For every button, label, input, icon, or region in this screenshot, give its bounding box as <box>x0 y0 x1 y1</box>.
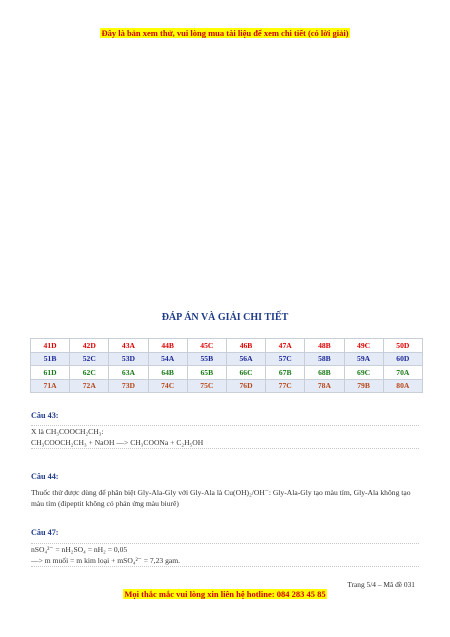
answer-cell: 62C <box>70 366 109 380</box>
page-number-footer: Trang 5/4 – Mã đề 031 <box>347 580 415 589</box>
answer-cell: 55B <box>187 352 226 366</box>
answer-cell: 77C <box>266 379 305 393</box>
answer-cell: 71A <box>31 379 70 393</box>
answer-cell: 58B <box>305 352 344 366</box>
answer-cell: 74C <box>148 379 187 393</box>
answer-cell: 42D <box>70 339 109 353</box>
answer-row <box>31 352 423 366</box>
answer-cell: 73D <box>109 379 148 393</box>
preview-notice-banner <box>0 28 450 38</box>
solution-line: Thuốc thử được dùng để phân biệt Gly-Ala-Gly với Gly-Ala là Cu(OH)₂/OH⁻: Gly-Ala-Gly tạo màu tím, Gly-Ala không tạo màu tím (đipeptit không có phản ứng màu biurê) <box>31 488 411 508</box>
question-44-title: Câu 44: <box>31 472 59 481</box>
answer-cell: 80A <box>383 379 422 393</box>
answer-cell: 45C <box>187 339 226 353</box>
question-44-solution <box>31 487 421 509</box>
question-47-title: Câu 47: <box>31 528 59 537</box>
answer-cell: 53D <box>109 352 148 366</box>
answer-cell: 56A <box>226 352 265 366</box>
answer-key-table <box>30 338 423 393</box>
answer-cell: 65B <box>187 366 226 380</box>
answer-row <box>31 366 423 380</box>
answer-cell: 79B <box>344 379 383 393</box>
question-43-title: Câu 43: <box>31 411 59 420</box>
answer-cell: 68B <box>305 366 344 380</box>
answer-cell: 61D <box>31 366 70 380</box>
answer-cell: 72A <box>70 379 109 393</box>
answer-cell: 75C <box>187 379 226 393</box>
answer-cell: 49C <box>344 339 383 353</box>
answer-cell: 44B <box>148 339 187 353</box>
solution-line: X là CH₃COOCH₂CH₃: <box>31 427 104 436</box>
answer-cell: 60D <box>383 352 422 366</box>
answer-cell: 57C <box>266 352 305 366</box>
answer-cell: 43A <box>109 339 148 353</box>
preview-notice-text: Đây là bản xem thử, vui lòng mua tài liệu để xem chi tiết (có lời giải) <box>101 28 349 38</box>
answer-cell: 64B <box>148 366 187 380</box>
answer-cell: 67B <box>266 366 305 380</box>
answer-cell: 47A <box>266 339 305 353</box>
answer-cell: 41D <box>31 339 70 353</box>
question-43-solution <box>31 425 419 449</box>
solution-line: nSO₄²⁻ = nH₂SO₄ = nH₂ = 0,05 <box>31 545 128 554</box>
answer-section-heading: ĐÁP ÁN VÀ GIẢI CHI TIẾT <box>161 312 289 323</box>
answer-cell: 69C <box>344 366 383 380</box>
answer-cell: 50D <box>383 339 422 353</box>
solution-line: CH₃COOCH₂CH₃ + NaOH —> CH₃COONa + C₂H₅OH <box>31 438 204 447</box>
answer-row <box>31 339 423 353</box>
question-47-solution <box>31 543 419 567</box>
answer-cell: 66C <box>226 366 265 380</box>
solution-line: —> m muối = m kim loại + mSO₄²⁻ = 7,23 gam. <box>31 556 181 565</box>
answer-cell: 70A <box>383 366 422 380</box>
hotline-text: Mọi thắc mắc vui lòng xin liên hệ hotline: 084 283 45 85 <box>124 589 326 599</box>
answer-cell: 51B <box>31 352 70 366</box>
answer-cell: 59A <box>344 352 383 366</box>
answer-cell: 48B <box>305 339 344 353</box>
answer-cell: 63A <box>109 366 148 380</box>
answer-cell: 46B <box>226 339 265 353</box>
answer-cell: 78A <box>305 379 344 393</box>
hotline-banner <box>0 589 450 599</box>
answer-row <box>31 379 423 393</box>
answer-cell: 52C <box>70 352 109 366</box>
answer-cell: 76D <box>226 379 265 393</box>
answer-cell: 54A <box>148 352 187 366</box>
